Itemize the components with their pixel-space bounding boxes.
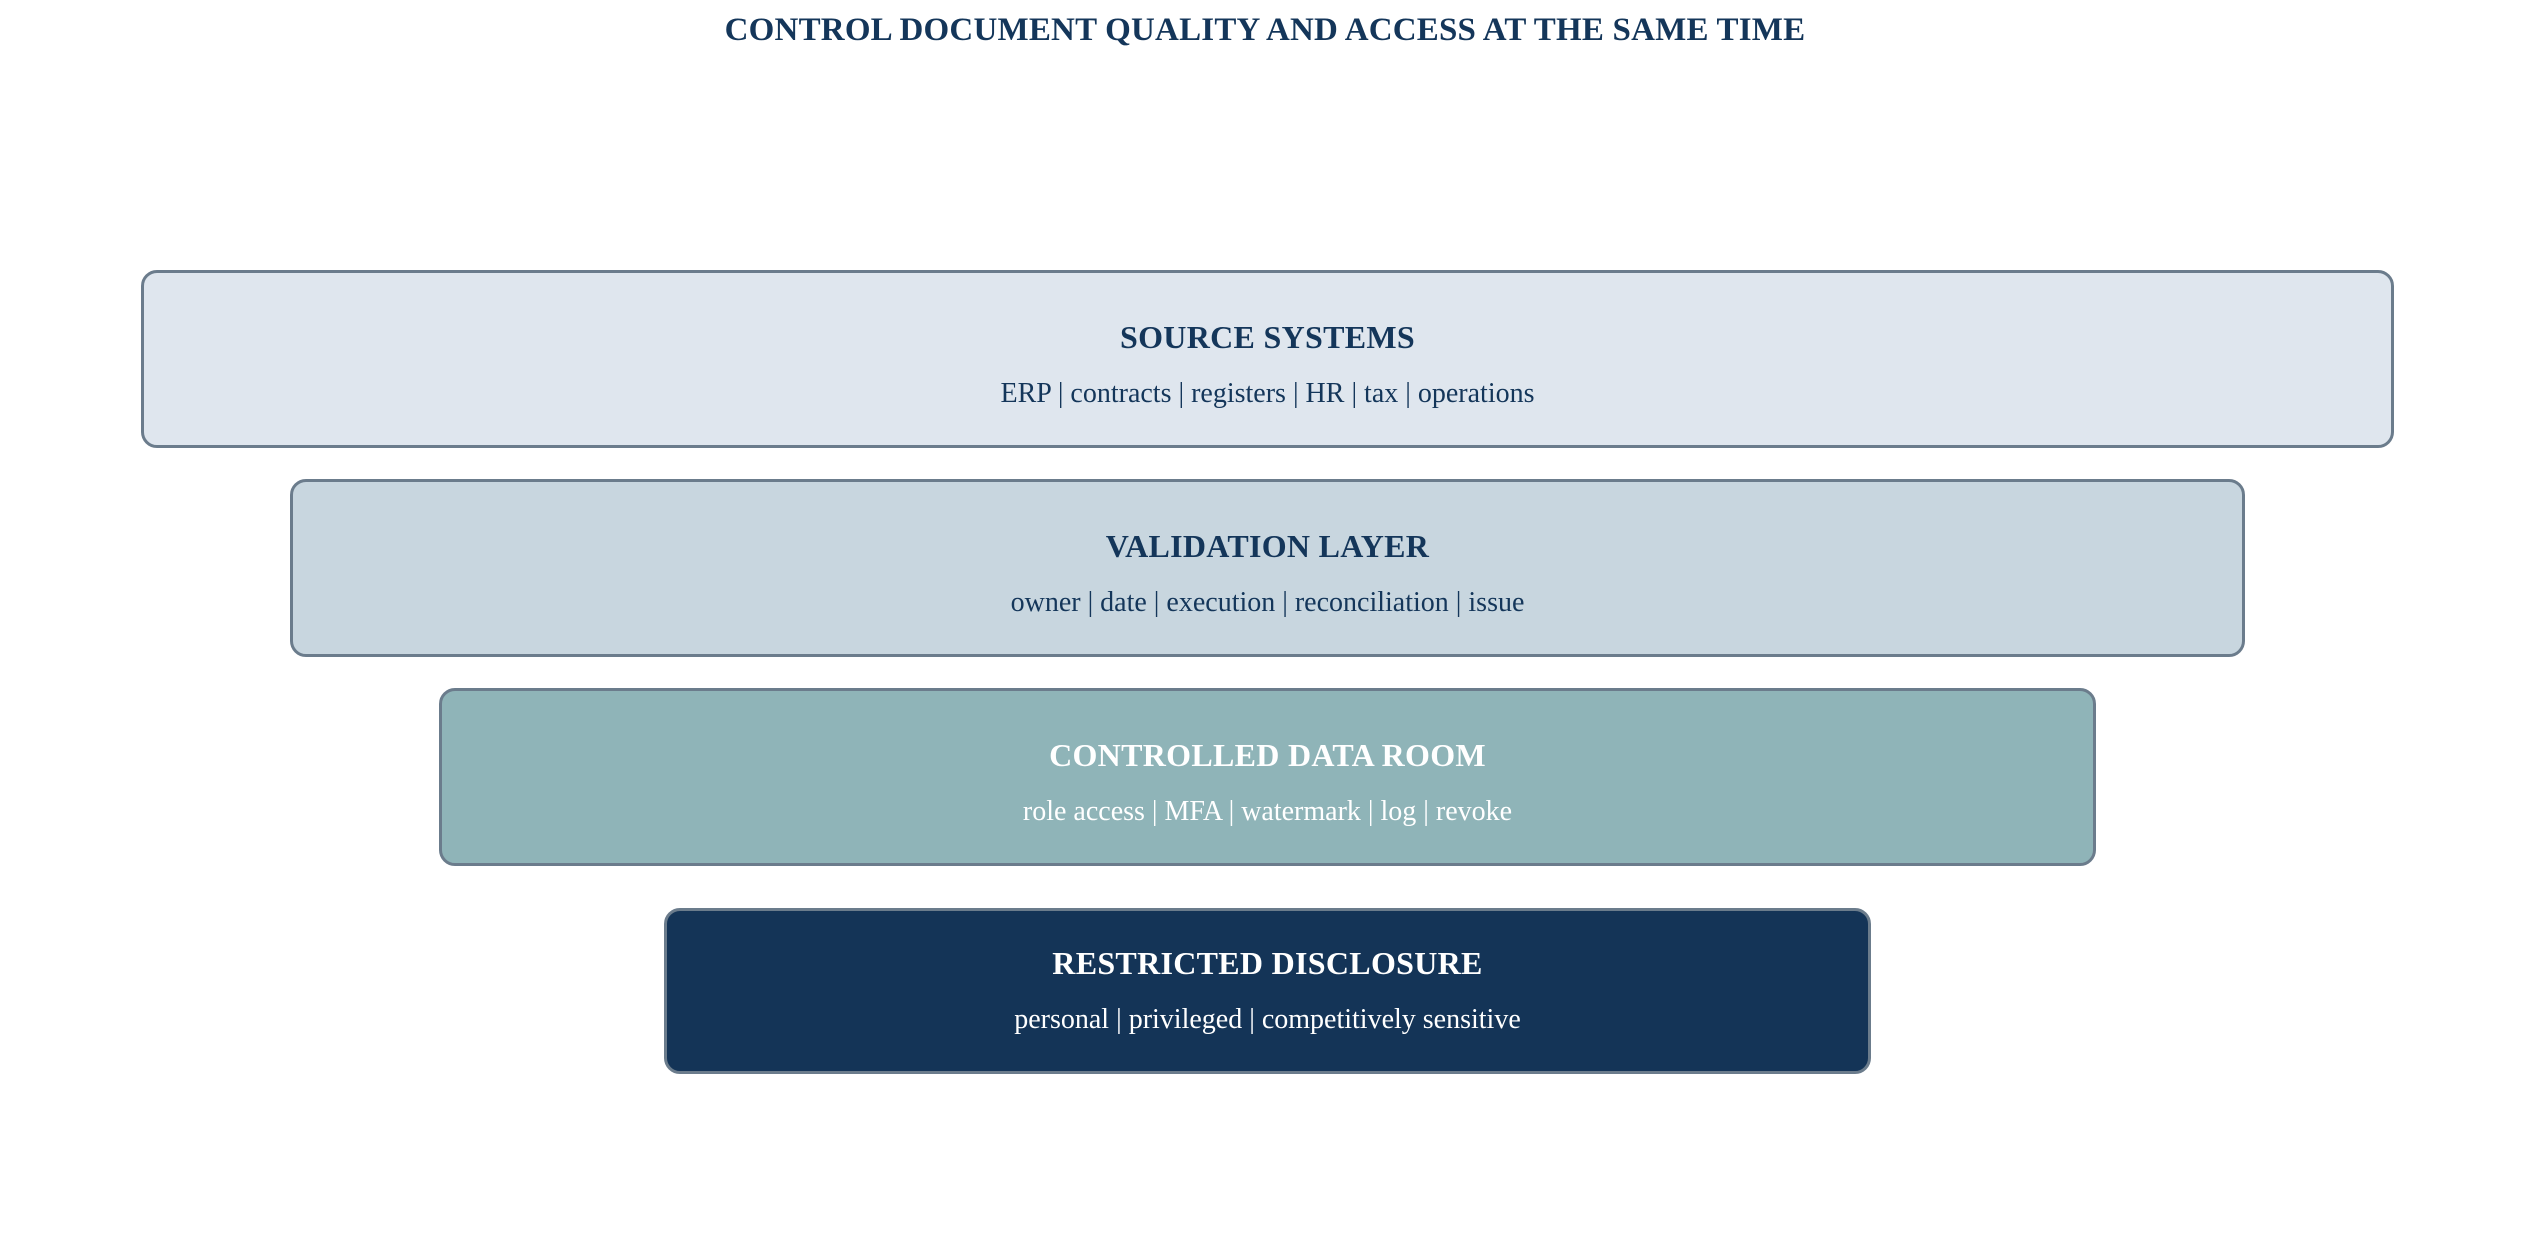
layer-items: personal | privileged | competitively sensitive <box>1014 1004 1521 1035</box>
layer-items: role access | MFA | watermark | log | revoke <box>1022 796 1513 827</box>
layer-heading: RESTRICTED DISCLOSURE <box>1052 945 1483 981</box>
layer-source-systems <box>141 270 2394 448</box>
layer-heading: CONTROLLED DATA ROOM <box>1049 737 1486 773</box>
layer-items: ERP | contracts | registers | HR | tax | operations <box>1000 378 1535 409</box>
layer-validation-layer <box>290 479 2245 657</box>
layer-items: owner | date | execution | reconciliation | issue <box>1010 587 1525 618</box>
layer-heading: VALIDATION LAYER <box>1105 528 1430 564</box>
layer-controlled-data-room <box>439 688 2096 866</box>
diagram-title: CONTROL DOCUMENT QUALITY AND ACCESS AT THE SAME TIME <box>724 12 1806 48</box>
layer-restricted-disclosure <box>664 908 1871 1074</box>
layer-heading: SOURCE SYSTEMS <box>1120 319 1415 355</box>
